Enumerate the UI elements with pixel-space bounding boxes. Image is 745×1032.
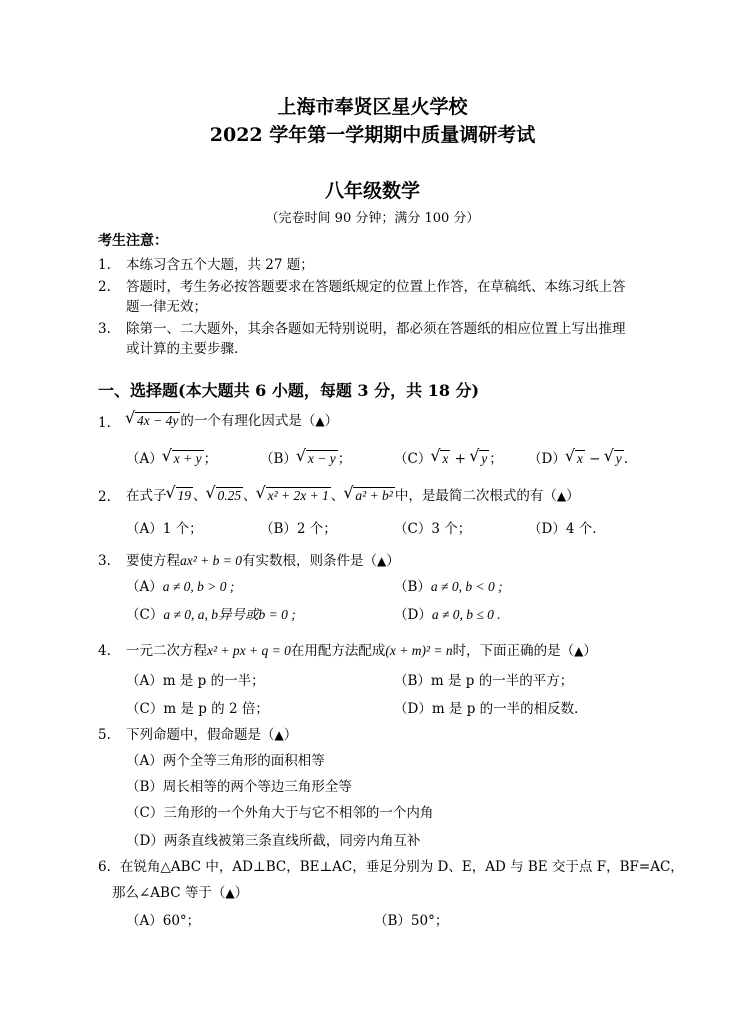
q5-stem: 下列命题中，假命题是（▲） bbox=[126, 727, 298, 743]
q4-stem: 一元二次方程x² + px + q = 0在用配方法配成(x + m)² = n时，下面正确的是（▲） bbox=[126, 643, 597, 659]
q4-option-b: （B）m 是 p 的一半的平方； bbox=[394, 673, 574, 689]
note-1-text: 本练习含五个大题，共 27 题； bbox=[126, 257, 314, 273]
school-name: 上海市奉贤区星火学校 bbox=[277, 96, 468, 118]
q6-option-b: （B）50°； bbox=[374, 913, 449, 929]
q2-option-c: （C）3 个； bbox=[394, 521, 472, 537]
answer-triangle: ▲ bbox=[574, 644, 584, 658]
note-3-text-cont: 或计算的主要步骤． bbox=[126, 341, 248, 357]
q5-number: 5. bbox=[98, 727, 111, 743]
time-info: （完卷时间 90 分钟；满分 100 分） bbox=[265, 211, 480, 226]
q1-radical: √ 4x − 4y bbox=[126, 412, 180, 430]
q5-option-c: （C）三角形的一个外角大于与它不相邻的一个内角 bbox=[126, 805, 434, 821]
q6-number: 6． bbox=[98, 859, 121, 875]
q3-option-d: （D）a ≠ 0, b ≤ 0 . bbox=[394, 607, 501, 623]
q1-number: 1. bbox=[98, 415, 111, 431]
note-2-text: 答题时，考生务必按答题要求在答题纸规定的位置上作答，在草稿纸、本练习纸上答 bbox=[126, 279, 626, 295]
answer-triangle: ▲ bbox=[315, 414, 325, 428]
q2-option-a: （A）1 个； bbox=[126, 521, 203, 537]
q6-stem-cont: 那么∠ABC 等于（▲） bbox=[112, 885, 249, 901]
q5-option-b: （B）周长相等的两个等边三角形全等 bbox=[126, 779, 352, 795]
subject-title: 八年级数学 bbox=[324, 180, 420, 202]
q1-option-b: （B）√ x − y ； bbox=[260, 450, 351, 468]
q2-option-d: （D）4 个． bbox=[528, 521, 606, 537]
note-3-text: 除第一、二大题外，其余各题如无特别说明，都必须在答题纸的相应位置上写出推理 bbox=[126, 321, 626, 337]
q6-stem: 在锐角△ABC 中，AD⊥BC，BE⊥AC，垂足分别为 D、E，AD 与 BE 交于点 F，BF=AC， bbox=[120, 859, 684, 875]
answer-triangle: ▲ bbox=[556, 489, 567, 503]
q3-number: 3. bbox=[98, 553, 111, 569]
q1-stem: √ 4x − 4y 的一个有理化因式是（▲） bbox=[126, 412, 338, 430]
section-1-heading: 一、选择题(本大题共 6 小题，每题 3 分，共 18 分) bbox=[98, 381, 480, 400]
q4-number: 4. bbox=[98, 643, 111, 659]
q3-option-a: （A）a ≠ 0, b > 0 ; bbox=[126, 579, 235, 595]
q2-stem: 在式子√ 19 、√ 0.25 、√ x² + 2x + 1 、√ a² + b² 中，是最简二次根式的有（▲） bbox=[126, 487, 580, 505]
q4-option-a: （A）m 是 p 的一半； bbox=[126, 673, 265, 689]
q5-option-a: （A）两个全等三角形的面积相等 bbox=[126, 753, 325, 769]
q3-option-b: （B）a ≠ 0, b < 0 ; bbox=[394, 579, 503, 595]
q1-option-d: （D）√ x − √ y . bbox=[528, 450, 628, 468]
note-1-num: 1. bbox=[98, 257, 111, 273]
exam-title: 2022 学年第一学期期中质量调研考试 bbox=[209, 124, 536, 146]
note-3-num: 3. bbox=[98, 321, 111, 337]
q4-option-c: （C）m 是 p 的 2 倍； bbox=[126, 701, 269, 717]
q1-option-a: （A）√ x + y ； bbox=[126, 450, 217, 468]
notes-heading: 考生注意： bbox=[98, 233, 168, 249]
note-2-text-cont: 题一律无效； bbox=[126, 299, 207, 315]
q6-option-a: （A）60°； bbox=[126, 913, 201, 929]
q2-number: 2. bbox=[98, 489, 111, 505]
answer-triangle: ▲ bbox=[274, 728, 284, 742]
q2-option-b: （B）2 个； bbox=[260, 521, 337, 537]
q3-option-c: （C）a ≠ 0, a, b异号或b = 0 ; bbox=[126, 607, 296, 623]
answer-triangle: ▲ bbox=[377, 554, 387, 568]
q5-option-d: （D）两条直线被第三条直线所截，同旁内角互补 bbox=[126, 833, 421, 849]
q3-stem: 要使方程ax² + b = 0有实数根，则条件是（▲） bbox=[126, 553, 400, 569]
q4-option-d: （D）m 是 p 的一半的相反数． bbox=[394, 701, 588, 717]
answer-triangle: ▲ bbox=[225, 886, 235, 900]
note-2-num: 2. bbox=[98, 279, 111, 295]
q1-option-c: （C）√ x + √ y ； bbox=[394, 450, 503, 468]
